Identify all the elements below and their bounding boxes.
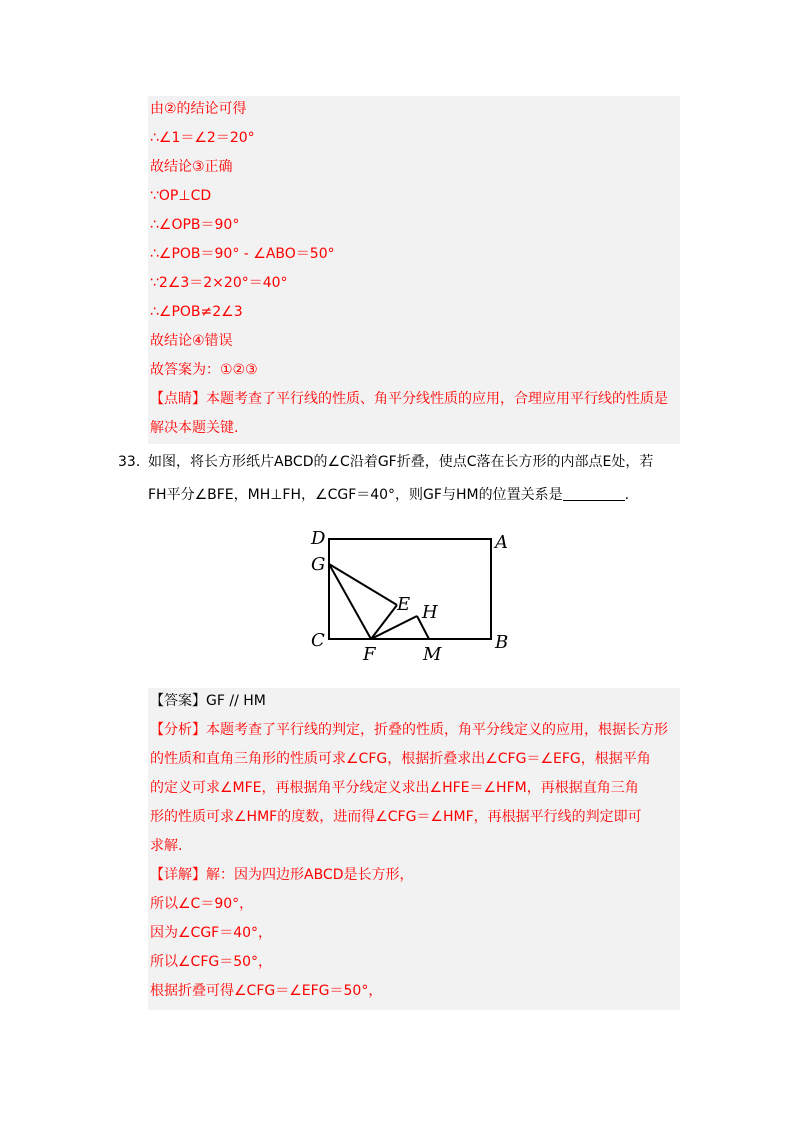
analysis-line: 的定义可求∠MFE，再根据角平分线定义求出∠HFE＝∠HFM，再根据直角三角 bbox=[150, 780, 639, 796]
top-solution-block bbox=[148, 96, 680, 444]
label-b: B bbox=[495, 632, 509, 653]
answer-line: 【答案】GF // HM bbox=[150, 693, 266, 709]
solution-line: ∵OP⊥CD bbox=[150, 188, 212, 204]
solution-line: ∴∠1＝∠2＝20° bbox=[150, 130, 255, 146]
question-text-line-2-content: FH平分∠BFE，MH⊥FH，∠CGF＝40°，则GF与HM的位置关系是 bbox=[148, 487, 563, 503]
label-f: F bbox=[363, 644, 376, 665]
comment-line: 【点睛】本题考查了平行线的性质、角平分线性质的应用，合理应用平行线的性质是 bbox=[150, 391, 668, 407]
answer-blank bbox=[563, 486, 625, 501]
label-g: G bbox=[311, 554, 326, 575]
detail-line: 【详解】解：因为四边形ABCD是长方形， bbox=[150, 867, 414, 883]
question-number: 33． bbox=[118, 454, 150, 470]
segment-fe bbox=[371, 605, 397, 639]
label-d: D bbox=[311, 528, 326, 549]
label-c: C bbox=[311, 630, 325, 651]
question-text-line-2 bbox=[148, 485, 629, 505]
analysis-line: 求解. bbox=[150, 838, 183, 854]
label-e: E bbox=[397, 594, 411, 615]
geometry-figure bbox=[305, 526, 525, 666]
analysis-line: 【分析】本题考查了平行线的判定，折叠的性质，角平分线定义的应用，根据长方形 bbox=[150, 722, 668, 738]
label-m: M bbox=[423, 644, 442, 665]
segment-gf bbox=[329, 564, 371, 639]
solution-line: ∴∠POB＝90° - ∠ABO＝50° bbox=[150, 246, 335, 262]
label-h: H bbox=[422, 602, 438, 623]
segment-fh bbox=[371, 616, 417, 639]
detail-line: 因为∠CGF＝40°， bbox=[150, 925, 273, 941]
detail-line: 所以∠CFG＝50°， bbox=[150, 954, 273, 970]
answer-analysis-block bbox=[148, 688, 680, 1010]
solution-line: 由②的结论可得 bbox=[150, 101, 247, 117]
solution-line: 故结论④错误 bbox=[150, 333, 233, 349]
analysis-line: 的性质和直角三角形的性质可求∠CFG，根据折叠求出∠CFG＝∠EFG，根据平角 bbox=[150, 751, 651, 767]
segment-ge bbox=[329, 564, 397, 605]
detail-line: 所以∠C＝90°， bbox=[150, 896, 254, 912]
question-text-line-1: 如图，将长方形纸片ABCD的∠C沿着GF折叠，使点C落在长方形的内部点E处，若 bbox=[148, 454, 654, 470]
solution-line: 故结论③正确 bbox=[150, 159, 233, 175]
analysis-line: 形的性质可求∠HMF的度数，进而得∠CFG＝∠HMF，再根据平行线的判定即可 bbox=[150, 809, 642, 825]
comment-line: 解决本题关键. bbox=[150, 420, 239, 436]
solution-line: 故答案为：①②③ bbox=[150, 362, 258, 378]
label-a: A bbox=[495, 532, 508, 553]
solution-line: ∴∠POB≠2∠3 bbox=[150, 304, 243, 320]
question-end-mark: . bbox=[624, 487, 630, 503]
solution-line: ∴∠OPB＝90° bbox=[150, 217, 240, 233]
solution-line: ∵2∠3＝2×20°＝40° bbox=[150, 275, 288, 291]
detail-line: 根据折叠可得∠CFG＝∠EFG＝50°， bbox=[150, 983, 383, 999]
rectangle-abcd bbox=[329, 539, 491, 639]
